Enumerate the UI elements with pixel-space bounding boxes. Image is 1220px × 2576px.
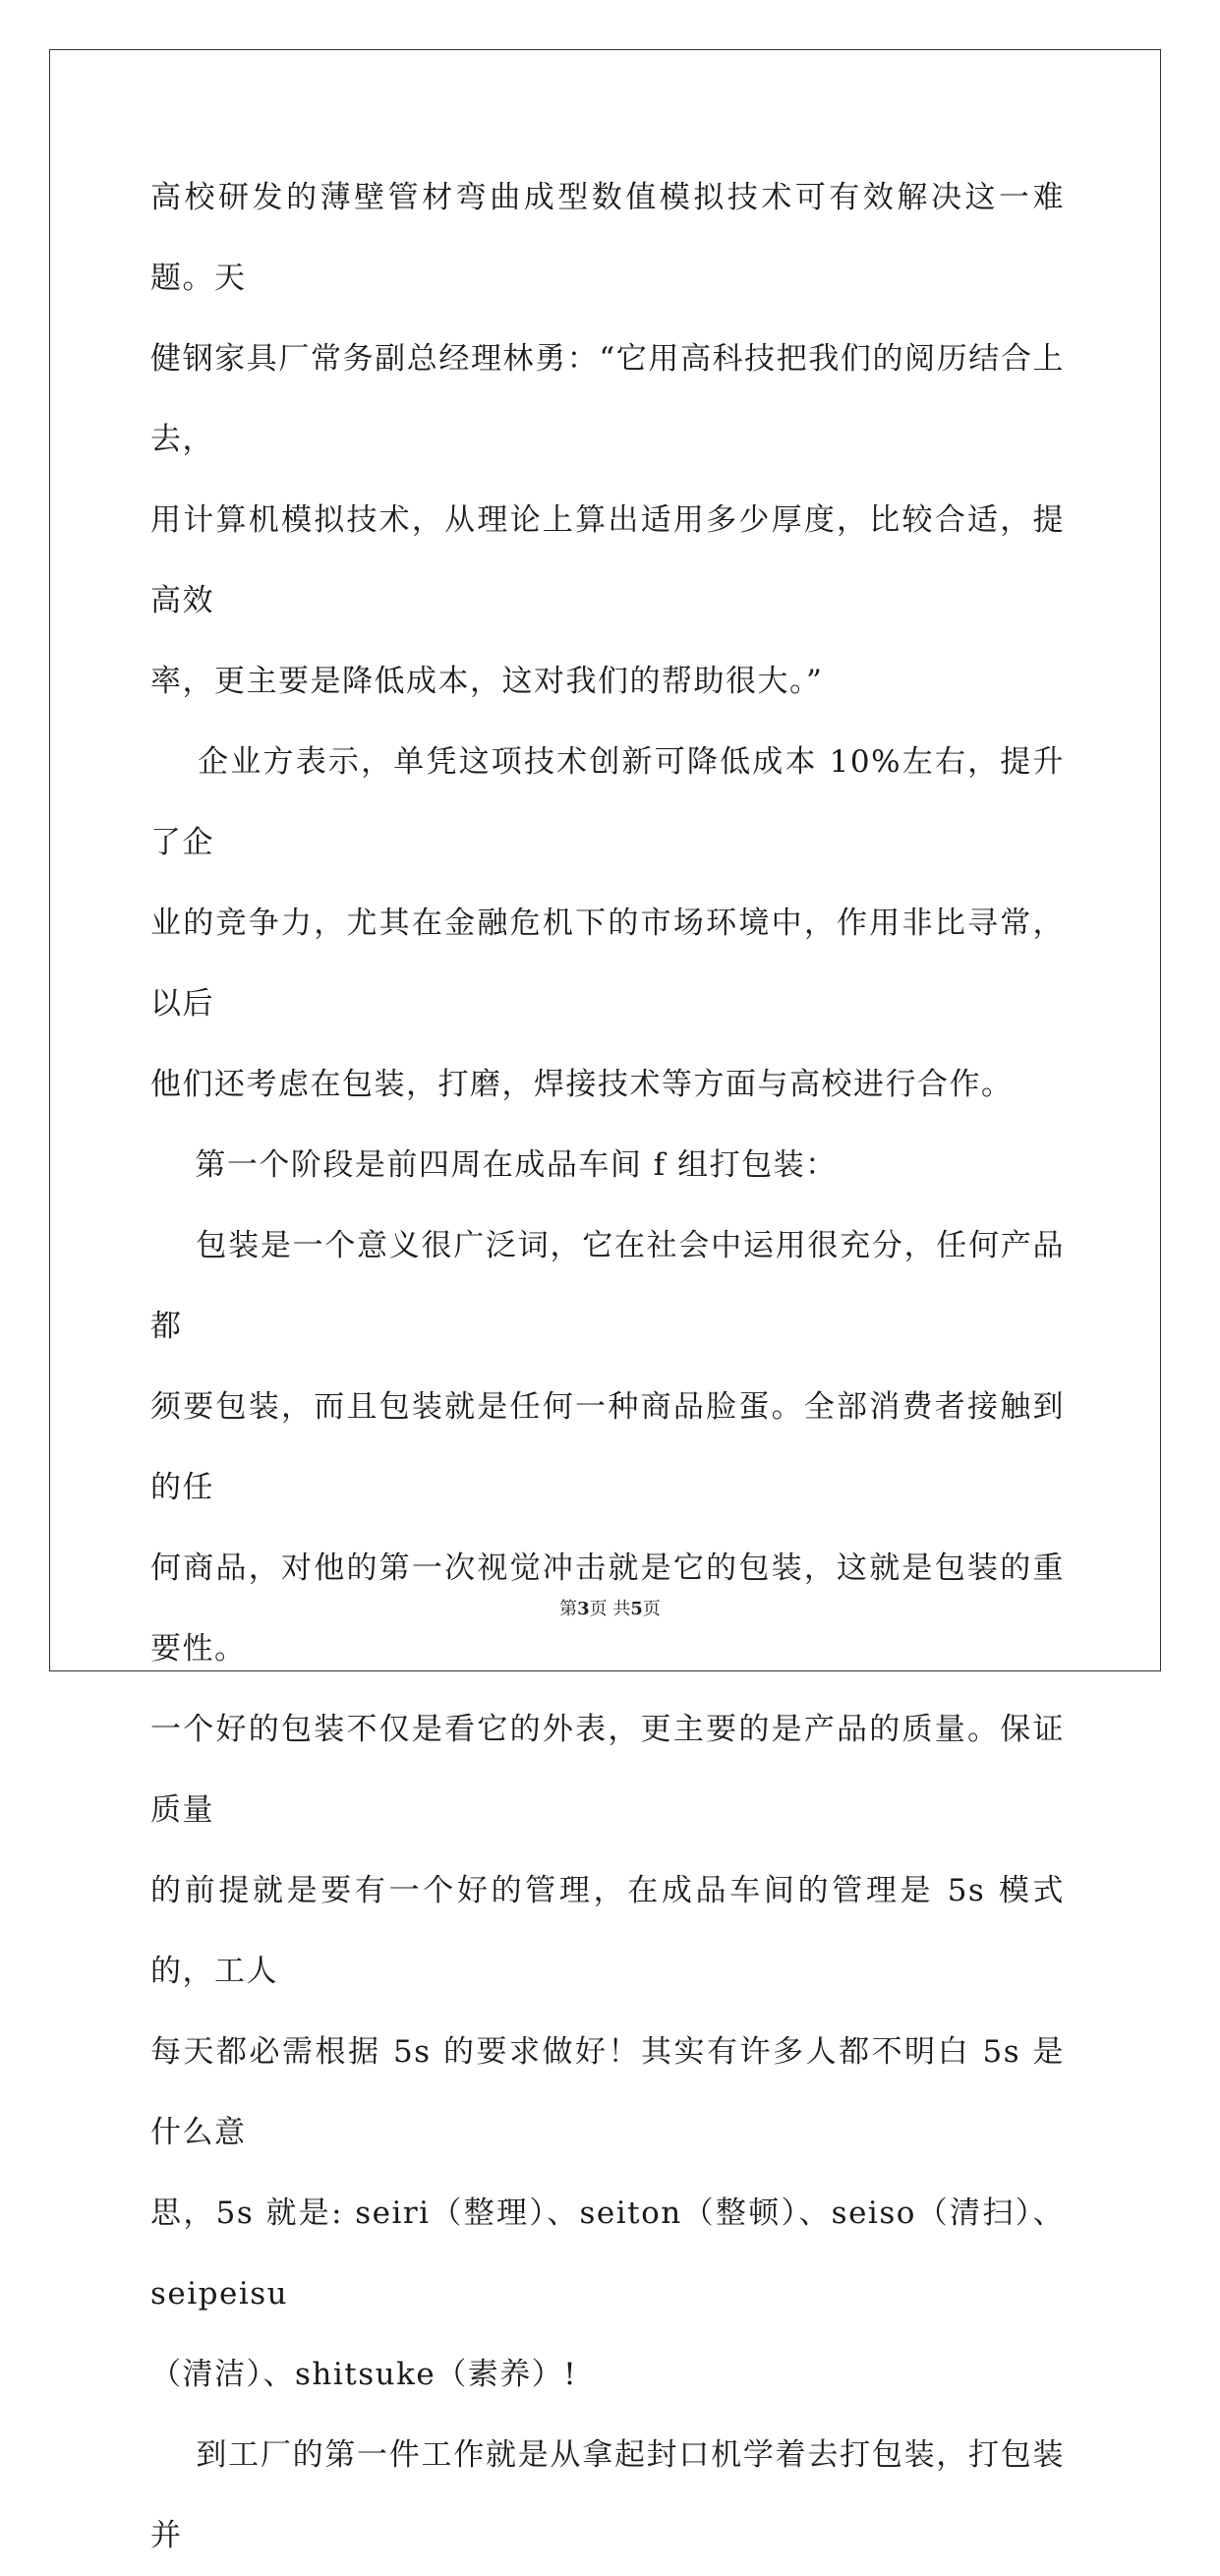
text-line-2: 健钢家具厂常务副总经理林勇：“它用高科技把我们的阅历结合上去， bbox=[150, 341, 1065, 457]
text-line-15: 思，5s 就是: seiri（整理）、seiton（整顿）、seiso（清扫）、seipeisu bbox=[150, 2195, 1065, 2312]
text-line-7: 他们还考虑在包装，打磨，焊接技术等方面与高校进行合作。 bbox=[150, 1067, 1014, 1102]
footer-page-prefix: 第 bbox=[559, 1599, 578, 1619]
text-line-1: 高校研发的薄壁管材弯曲成型数值模拟技术可有效解决这一难题。天 bbox=[150, 180, 1065, 296]
text-line-11: 何商品，对他的第一次视觉冲击就是它的包装，这就是包装的重要性。 bbox=[150, 1551, 1065, 1667]
text-line-3: 用计算机模拟技术，从理论上算出适用多少厚度，比较合适，提高效 bbox=[150, 502, 1065, 618]
document-body bbox=[150, 157, 1065, 2576]
text-line-6: 业的竞争力，尤其在金融危机下的市场环境中，作用非比寻常，以后 bbox=[150, 906, 1065, 1022]
text-line-17: 到工厂的第一件工作就是从拿起封口机学着去打包装，打包装并 bbox=[150, 2437, 1066, 2553]
page-footer bbox=[0, 1595, 1220, 1620]
footer-page-mid: 页 共 bbox=[589, 1599, 631, 1619]
text-line-12: 一个好的包装不仅是看它的外表，更主要的是产品的质量。保证质量 bbox=[150, 1712, 1065, 1828]
text-line-9: 包装是一个意义很广泛词，它在社会中运用很充分，任何产品都 bbox=[150, 1228, 1066, 1344]
text-line-4: 率，更主要是降低成本，这对我们的帮助很大。” bbox=[150, 664, 824, 699]
text-line-10: 须要包装，而且包装就是任何一种商品脸蛋。全部消费者接触到的任 bbox=[150, 1389, 1065, 1505]
text-line-5: 企业方表示，单凭这项技术创新可降低成本 10%左右，提升了企 bbox=[150, 744, 1065, 860]
text-line-13: 的前提就是要有一个好的管理，在成品车间的管理是 5s 模式的，工人 bbox=[150, 1873, 1065, 1989]
text-line-16: （清洁）、shitsuke（素养）! bbox=[150, 2357, 578, 2392]
text-line-8: 第一个阶段是前四周在成品车间 f 组打包装： bbox=[150, 1147, 838, 1183]
footer-page-total: 5 bbox=[630, 1599, 643, 1619]
text-line-14: 每天都必需根据 5s 的要求做好！其实有许多人都不明白 5s 是什么意 bbox=[150, 2034, 1065, 2150]
footer-page-current: 3 bbox=[577, 1599, 590, 1619]
footer-page-suffix: 页 bbox=[642, 1599, 661, 1619]
